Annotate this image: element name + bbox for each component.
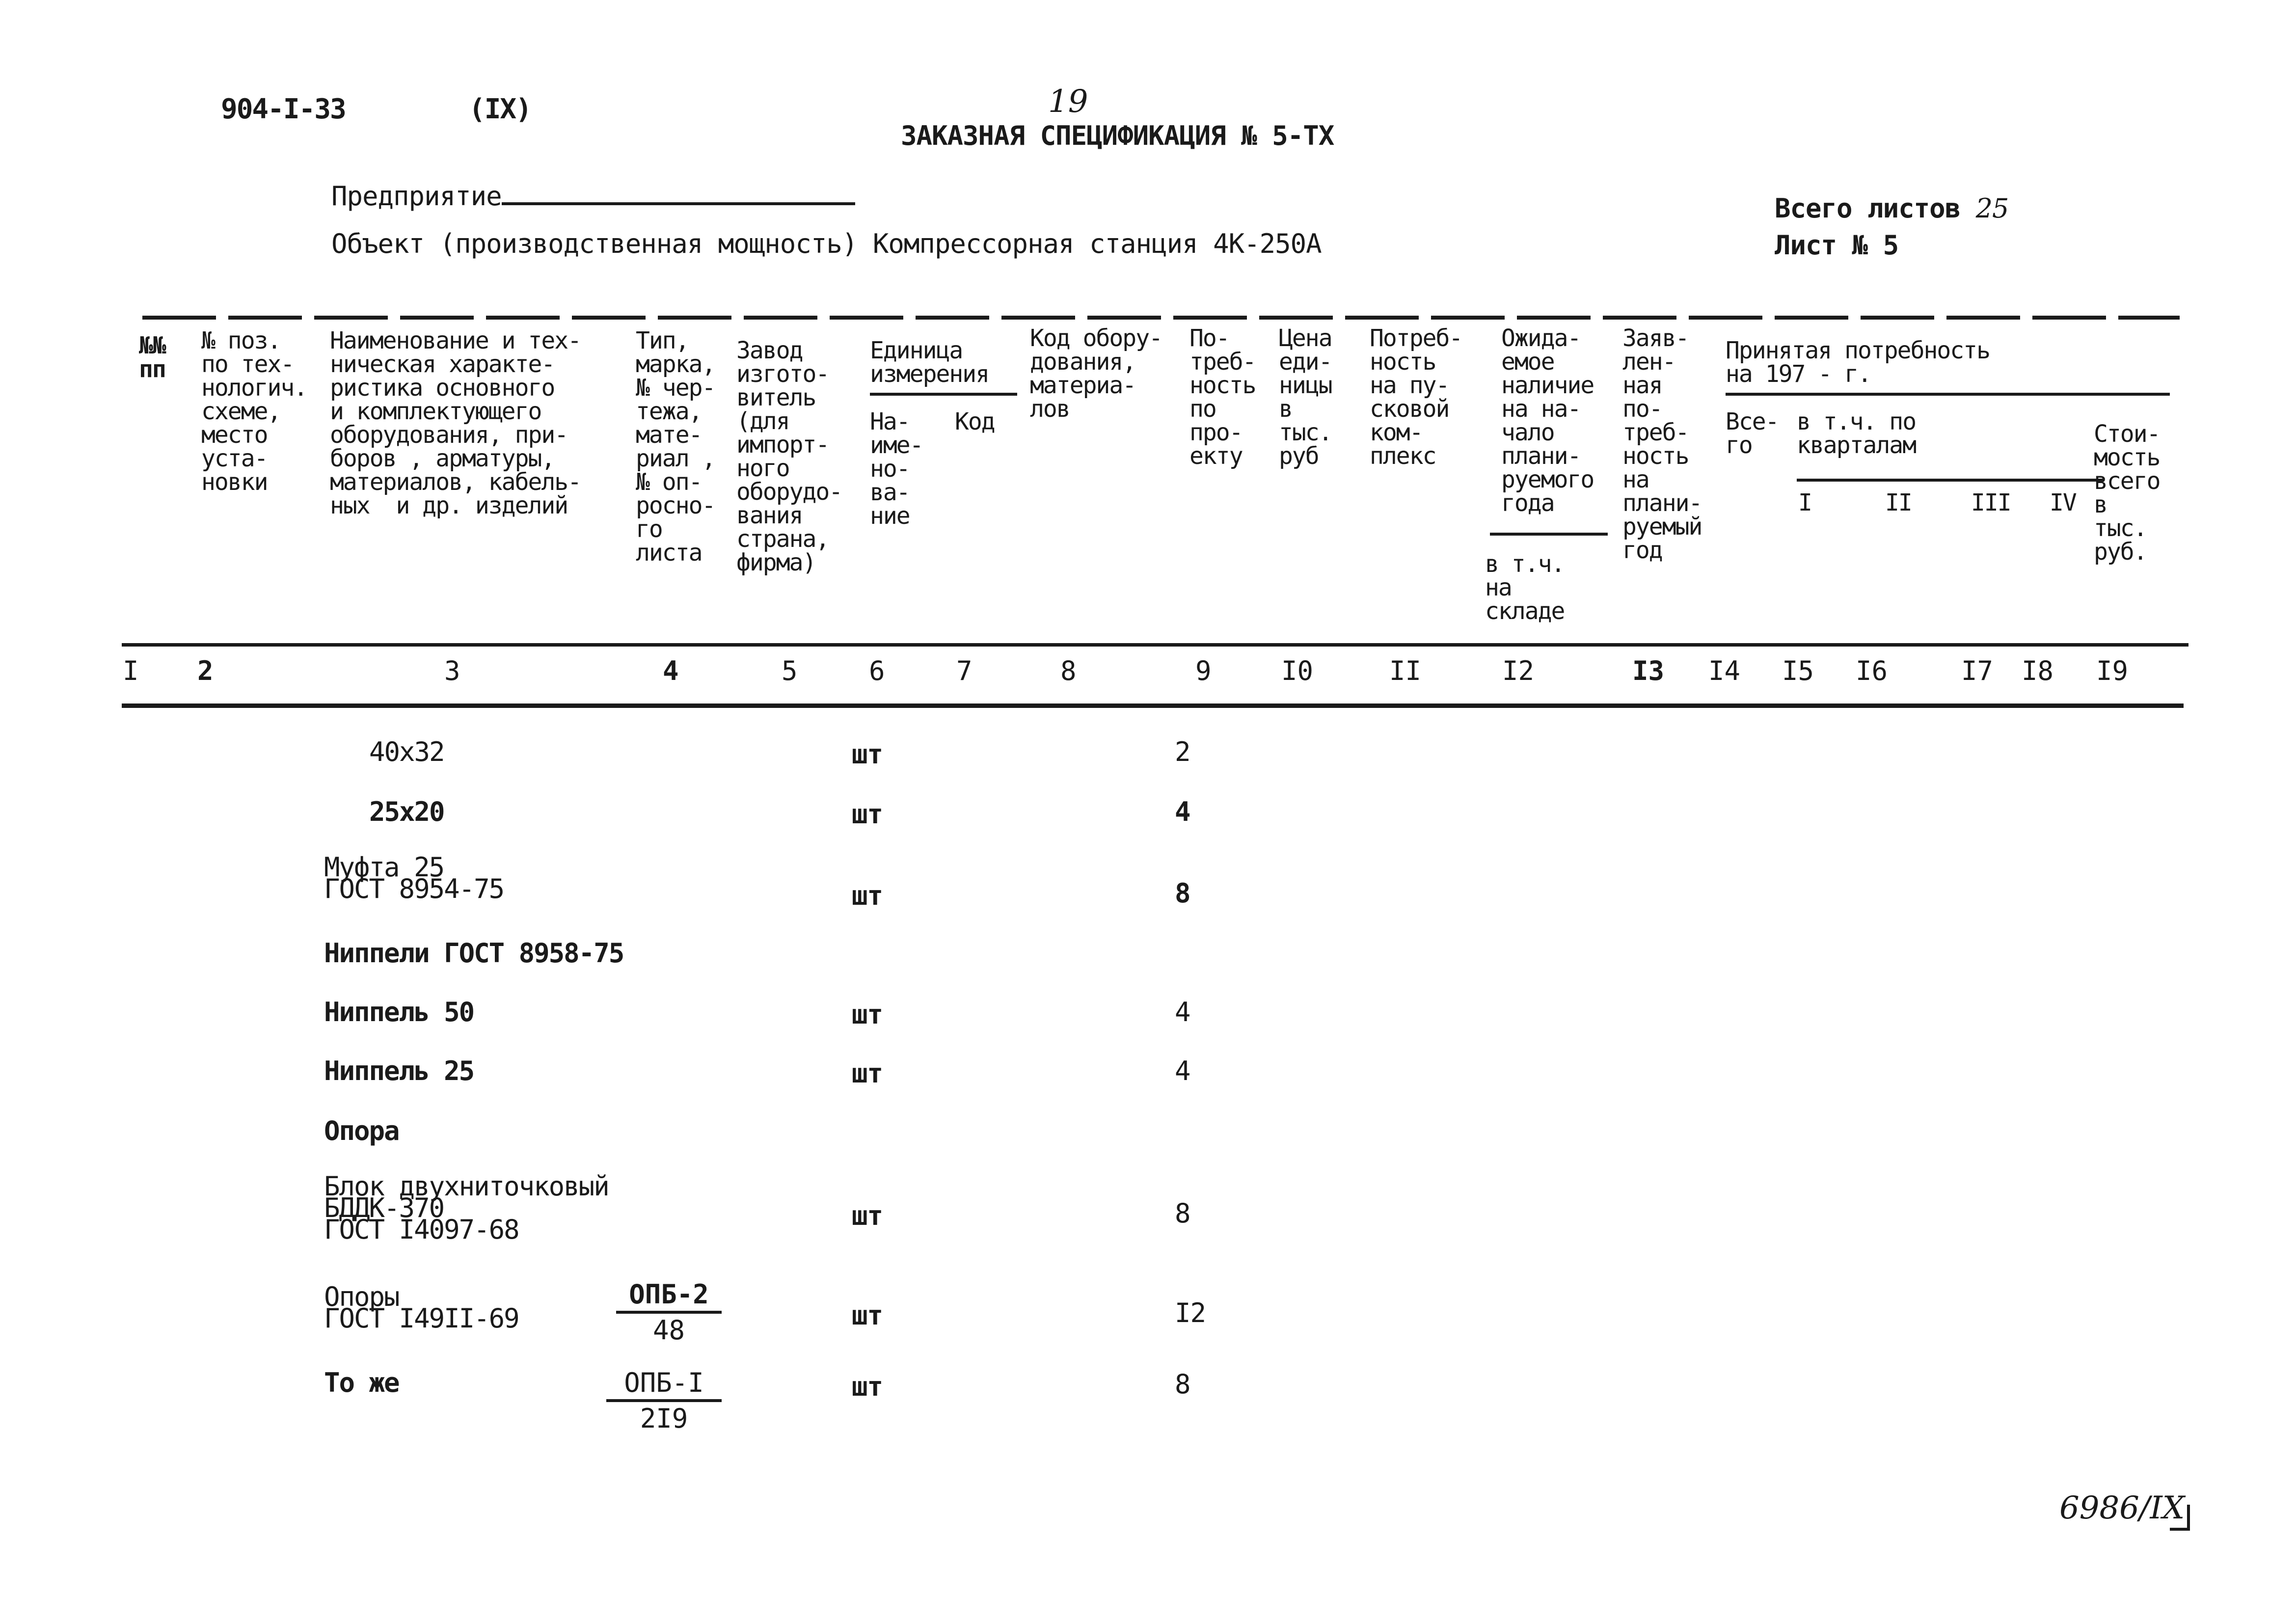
- row-5-unit: шт: [852, 999, 883, 1030]
- col-number-5: 5: [782, 655, 798, 686]
- row-8-unit: шт: [852, 1200, 883, 1231]
- col-number-6: 6: [869, 655, 885, 686]
- col-header-9: По- треб- ность по про- екту: [1189, 325, 1256, 470]
- col-header-12-sub: в т.ч. на складе: [1485, 550, 1565, 625]
- row-2-unit: шт: [852, 799, 883, 830]
- document-title: ЗАКАЗНАЯ СПЕЦИФИКАЦИЯ № 5-ТХ: [901, 120, 1334, 151]
- col-number-13: I3: [1632, 655, 1665, 686]
- quarter-2-header: II: [1885, 489, 1912, 516]
- col-number-9: 9: [1195, 655, 1212, 686]
- col-header-5: Завод изгото- витель (для импорт- ного оборудо- вания страна, фирма): [736, 337, 842, 576]
- col-number-1: I: [123, 655, 139, 686]
- col-number-19: I9: [2096, 655, 2129, 686]
- header-bottom-rule: [122, 643, 2188, 647]
- quarters-group-rule: [1797, 479, 2104, 482]
- col-number-18: I8: [2022, 655, 2054, 686]
- quarter-3-header: III: [1971, 489, 2011, 516]
- table-top-rule: [142, 316, 2180, 320]
- row-9-type-numerator: ОПБ-2: [629, 1279, 709, 1310]
- row-9-unit: шт: [852, 1300, 883, 1331]
- col-header-19: Стои- мость всего в тыс. руб.: [2094, 420, 2160, 566]
- sheet-number: Лист № 5: [1775, 230, 1899, 261]
- enterprise-blank-line: [502, 181, 855, 205]
- row-10-type-numerator: ОПБ-I: [624, 1367, 704, 1398]
- row-9-qty: I2: [1175, 1298, 1206, 1328]
- col-number-8: 8: [1060, 655, 1077, 686]
- col-header-10: Цена еди- ницы в тыс. руб: [1279, 325, 1332, 470]
- col-header-4: Тип, марка, № чер- тежа, мате- риал , № оп- росно- го листа: [636, 327, 715, 567]
- total-sheets-label: Всего листов: [1775, 193, 1961, 224]
- col-number-14: I4: [1708, 655, 1741, 686]
- col-header-6-group: Единица измерения: [870, 337, 989, 388]
- row-3-qty: 8: [1175, 878, 1190, 909]
- quarter-1-header: I: [1798, 489, 1811, 516]
- accepted-group-rule: [1726, 393, 2170, 396]
- col-number-2: 2: [197, 655, 214, 686]
- row-6-unit: шт: [852, 1058, 883, 1089]
- row-1-qty: 2: [1175, 736, 1190, 767]
- col-number-4: 4: [663, 655, 679, 686]
- archive-stamp: 6986/IX: [2059, 1490, 2185, 1526]
- col-header-3: Наименование и тех- ническая характе- ристика основного и комплектующего оборудования, при- боров , арматуры, материалов, кабель- ных и др. изделий: [330, 327, 581, 519]
- col-number-15: I5: [1782, 655, 1814, 686]
- row-6-name: Ниппель 25: [324, 1055, 474, 1086]
- row-10-type-fraction-bar: [606, 1399, 722, 1402]
- row-10-qty: 8: [1175, 1369, 1190, 1400]
- col-number-10: I0: [1281, 655, 1314, 686]
- col-header-1: №№ пп: [139, 332, 165, 383]
- stamp-corner-mark-base: [2170, 1528, 2190, 1531]
- row-9-type: [616, 1279, 722, 1346]
- row-10-name: То же: [324, 1367, 399, 1398]
- total-sheets: [1775, 193, 2008, 224]
- col-header-2: № поз. по тех- нологич. схеме, место уста- новки: [201, 327, 307, 496]
- stock-sub-rule: [1490, 533, 1608, 536]
- body-top-rule: [122, 703, 2184, 708]
- enterprise-field: [331, 181, 855, 212]
- row-8-name: Блок двухниточковый БДДК-370 ГОСТ I4097-68: [324, 1171, 609, 1245]
- enterprise-label: Предприятие: [331, 181, 502, 212]
- row-6-qty: 4: [1175, 1055, 1190, 1086]
- row-10-type: [606, 1367, 722, 1434]
- section-number: (IX): [469, 93, 531, 125]
- row-2-qty: 4: [1175, 796, 1190, 827]
- object-line: Объект (производственная мощность) Компрессорная станция 4К-250А: [331, 228, 1322, 259]
- col-number-3: 3: [444, 655, 460, 686]
- page-number: 19: [1048, 83, 1088, 120]
- col-header-13: Заяв- лен- ная по- треб- ность на плани- руемый год: [1622, 325, 1702, 564]
- unit-group-rule: [870, 393, 1017, 396]
- row-2-name: 25x20: [369, 796, 444, 827]
- col-header-7: Код: [955, 408, 995, 435]
- row-7-name: Опора: [324, 1115, 399, 1146]
- total-sheets-value: 25: [1975, 193, 2009, 224]
- row-1-name: 40x32: [369, 736, 444, 767]
- row-9-type-fraction-bar: [616, 1311, 722, 1314]
- row-8-qty: 8: [1175, 1198, 1190, 1229]
- row-9-name: Опоры ГОСТ I49II-69: [324, 1281, 519, 1334]
- stamp-corner-mark: [2187, 1505, 2190, 1530]
- col-header-8: Код обору- дования, материа- лов: [1030, 325, 1162, 423]
- row-5-name: Ниппель 50: [324, 997, 474, 1028]
- row-4-name: Ниппели ГОСТ 8958-75: [324, 938, 624, 969]
- row-1-unit: шт: [852, 739, 883, 770]
- col-number-11: II: [1389, 655, 1422, 686]
- col-number-12: I2: [1502, 655, 1535, 686]
- col-number-7: 7: [956, 655, 972, 686]
- accepted-group-header: Принятая потребность на 197 - г.: [1726, 337, 1990, 388]
- quarters-group-header: в т.ч. по кварталам: [1797, 408, 1916, 459]
- row-10-unit: шт: [852, 1371, 883, 1402]
- col-header-6: На- име- но- ва- ние: [870, 408, 923, 530]
- col-number-16: I6: [1856, 655, 1888, 686]
- col-header-12: Ожида- емое наличие на на- чало плани- руемого года: [1501, 325, 1594, 517]
- row-10-type-denominator: 2I9: [640, 1403, 688, 1434]
- row-3-unit: шт: [852, 880, 883, 911]
- quarter-4-header: IV: [2050, 489, 2076, 516]
- row-9-type-denominator: 48: [652, 1315, 685, 1346]
- document-code: 904-I-33: [221, 93, 346, 125]
- row-3-name: Муфта 25 ГОСТ 8954-75: [324, 852, 504, 904]
- col-header-11: Потреб- ность на пу- сковой ком- плекс: [1370, 325, 1462, 470]
- col-number-17: I7: [1961, 655, 1994, 686]
- col-header-14: Все- го: [1726, 408, 1779, 459]
- row-5-qty: 4: [1175, 997, 1190, 1028]
